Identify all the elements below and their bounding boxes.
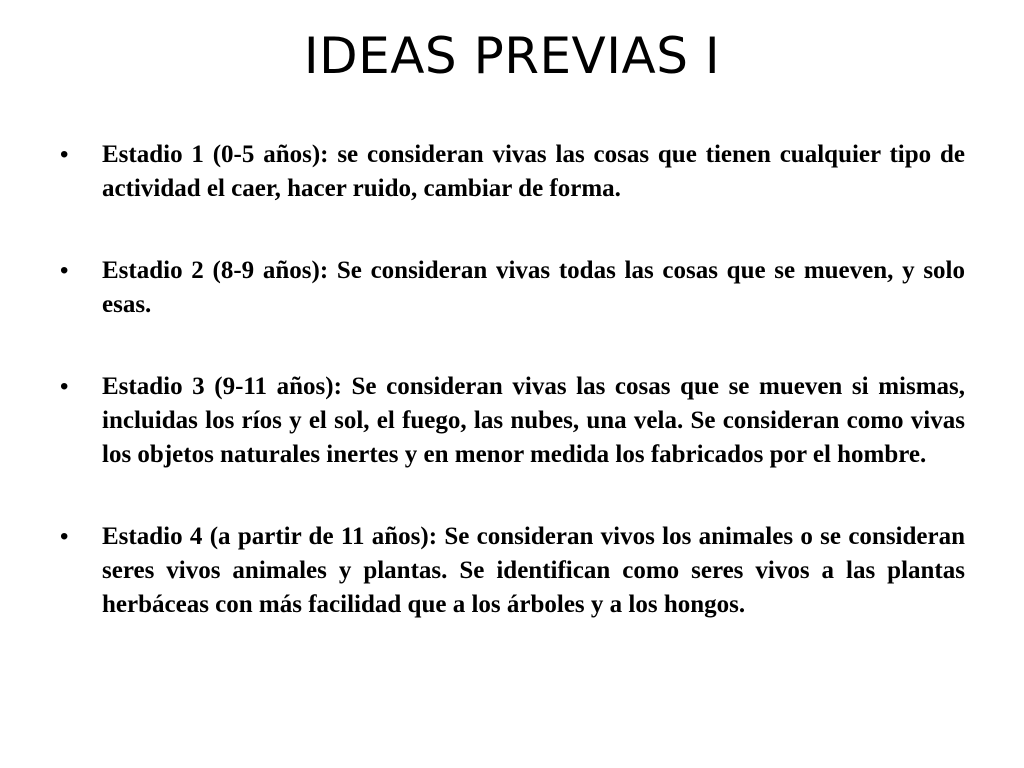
bullet-point-icon: • [60,257,69,284]
bullet-text: Estadio 1 (0-5 años): se consideran vivas las cosas que tienen cualquier tipo de actividad el caer, hacer ruido, cambiar de forma. [102,141,965,202]
bullet-item-estadio-4 [60,520,965,622]
bullet-item-estadio-2 [60,254,965,322]
bullet-list [60,138,965,670]
bullet-point-icon: • [60,523,69,550]
bullet-point-icon: • [60,373,69,400]
bullet-text: Estadio 4 (a partir de 11 años): Se consideran vivos los animales o se consideran seres vivos animales y plantas. Se identifican como seres vivos a las plantas herbáceas con más facilidad que a los árboles y a los hongos. [102,523,965,618]
bullet-text: Estadio 3 (9-11 años): Se consideran vivas las cosas que se mueven si mismas, incluidas los ríos y el sol, el fuego, las nubes, una vela. Se consideran como vivas los objetos naturales inertes y en menor medida los fabricados por el hombre. [102,373,965,468]
bullet-item-estadio-1 [60,138,965,206]
slide-title: IDEAS PREVIAS I [303,27,721,85]
bullet-text: Estadio 2 (8-9 años): Se consideran vivas todas las cosas que se mueven, y solo esas. [102,257,965,318]
bullet-point-icon: • [60,141,69,168]
bullet-item-estadio-3 [60,370,965,472]
